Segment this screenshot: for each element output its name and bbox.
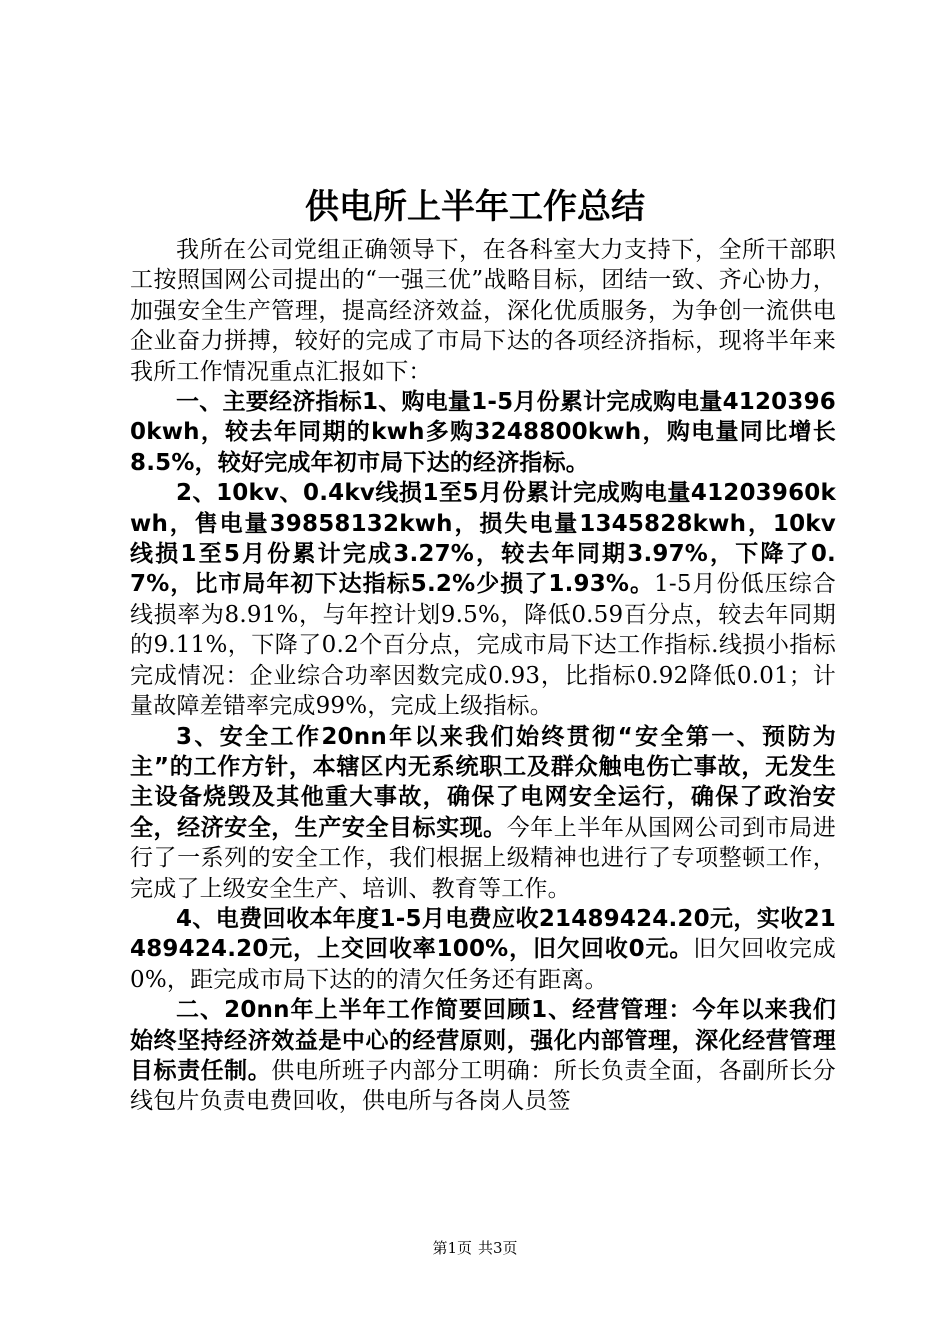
paragraph-text: 旧欠回收完成0%，距完成市局下达的的清欠任务还有距离。: [130, 936, 836, 993]
paragraph-bold-text: 一、主要经济指标1、购电量1-5月份累计完成购电量41203960kwh，较去年同期的kwh多购3248800kwh，购电量同比增长8.5%，较好完成年初市局下达的经济指标。: [130, 389, 836, 476]
paragraph-work-review: [130, 995, 836, 1117]
page-number: 第1页: [432, 1239, 472, 1257]
paragraph-text: 1-5月份低压综合线损率为8.91%，与年控计划9.5%，降低0.59百分点，较去年同期的9.11%，下降了0.2个百分点，完成市局下达工作指标.线损小指标完成情况：企业综合功率因数完成0.93，比指标0.92降低0.01；计量故障差错率完成99%，完成上级指标。: [130, 571, 836, 720]
paragraph-fee-collection: [130, 904, 836, 995]
paragraph-bold-text: 4、电费回收本年度1-5月电费应收21489424.20元，实收21489424.20元，上交回收率100%，旧欠回收0元。: [130, 905, 836, 963]
paragraph-bold-text: 3、安全工作20nn年以来我们始终贯彻“安全第一、预防为主”的工作方针，本辖区内无系统职工及群众触电伤亡事故，无发生主设备烧毁及其他重大事故，确保了电网安全运行，确保了政治安全，经济安全，生产安全目标实现。: [130, 723, 836, 841]
paragraph-intro: [130, 235, 836, 387]
paragraph-bold-text: 2、10kv、0.4kv线损1至5月份累计完成购电量41203960kwh，售电量39858132kwh，损失电量1345828kwh，10kv线损1至5月份累计完成3.27%，较去年同期3.97%，下降了0.7%，比市局年初下达指标5.2%少损了1.93%。: [130, 480, 836, 598]
paragraph-economic-indicators: [130, 387, 836, 478]
paragraph-safety-work: [130, 722, 836, 904]
paragraph-line-loss: [130, 478, 836, 721]
paragraph-bold-text: 二、20nn年上半年工作简要回顾1、经营管理：今年以来我们始终坚持经济效益是中心的经营原则，强化内部管理，深化经营管理目标责任制。: [130, 997, 836, 1084]
page-total: 共3页: [478, 1239, 518, 1257]
paragraph-text: 今年上半年从国网公司到市局进行了一系列的安全工作，我们根据上级精神也进行了专项整顿工作，完成了上级安全生产、培训、教育等工作。: [130, 814, 836, 902]
paragraph-text: 我所在公司党组正确领导下，在各科室大力支持下，全所干部职工按照国网公司提出的“一强三优”战略目标，团结一致、齐心协力，加强安全生产管理，提高经济效益，深化优质服务，为争创一流供电企业奋力拼搏，较好的完成了市局下达的各项经济指标，现将半年来我所工作情况重点汇报如下：: [130, 237, 836, 385]
page-footer: [0, 1238, 950, 1258]
paragraph-text: 供电所班子内部分工明确：所长负责全面，各副所长分线包片负责电费回收，供电所与各岗人员签: [130, 1057, 836, 1115]
document-body: [130, 235, 836, 1117]
document-title: 供电所上半年工作总结: [305, 187, 645, 227]
